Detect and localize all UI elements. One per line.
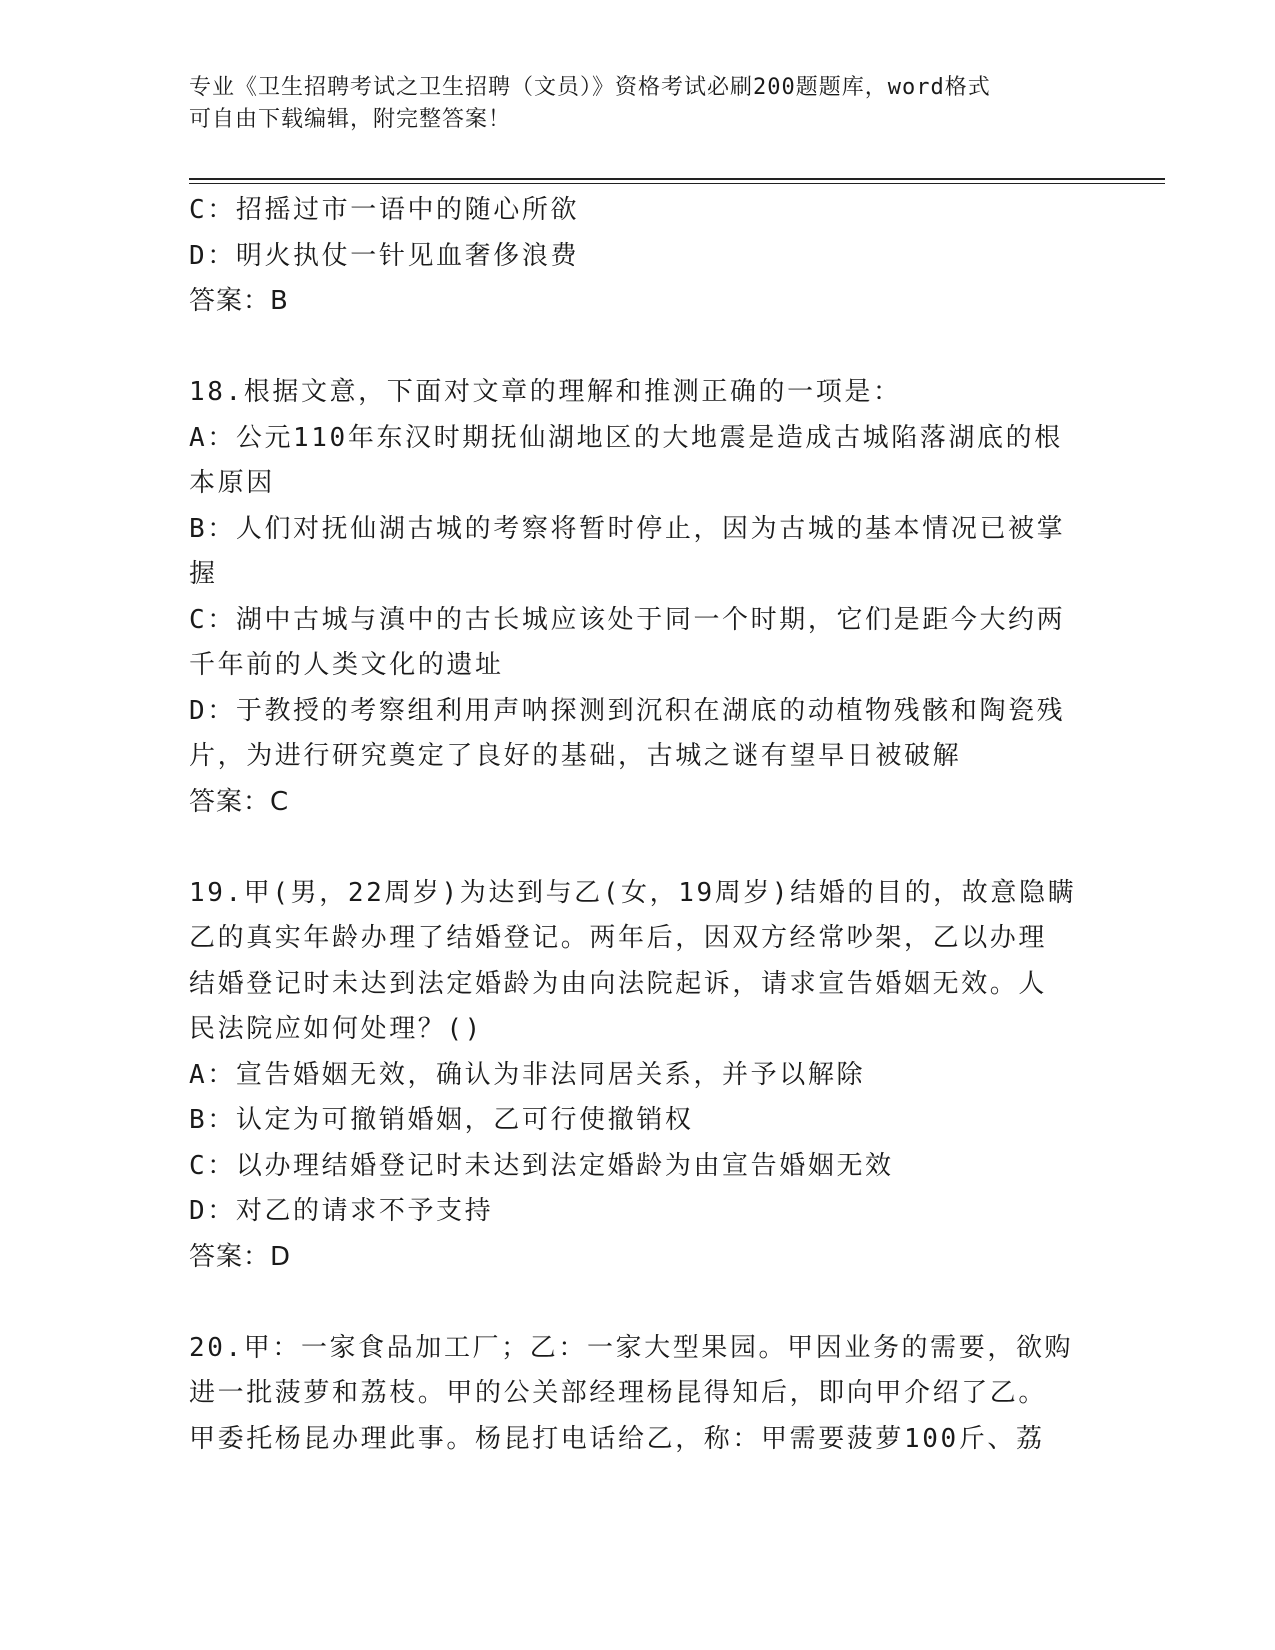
option-c: C：招摇过市一语中的随心所欲: [189, 195, 580, 225]
option-a: A：宣告婚姻无效，确认为非法同居关系，并予以解除: [189, 1059, 866, 1090]
option-d-line-1: D：于教授的考察组利用声呐探测到沉积在湖底的动植物残骸和陶瓷残: [189, 695, 1066, 726]
question-spacer: [189, 1280, 1089, 1326]
question-20: [189, 1326, 1089, 1463]
option-b-line-1: B：人们对抚仙湖古城的考察将暂时停止，因为古城的基本情况已被掌: [189, 513, 1066, 544]
question-18: [189, 370, 1089, 825]
question-stem-line-3: 结婚登记时未达到法定婚龄为由向法院起诉，请求宣告婚姻无效。人: [189, 968, 1048, 999]
question-17-fragment: [189, 188, 1089, 325]
header-title-line-2: 可自由下载编辑，附完整答案！: [189, 107, 512, 132]
option-d: D：对乙的请求不予支持: [189, 1196, 494, 1226]
question-spacer: [189, 825, 1089, 871]
header-rule-thick: [189, 178, 1165, 180]
document-header: [189, 72, 1069, 136]
question-19: [189, 871, 1089, 1281]
option-c: C：以办理结婚登记时未达到法定婚龄为由宣告婚姻无效: [189, 1150, 894, 1181]
option-d: D：明火执仗一针见血奢侈浪费: [189, 240, 580, 271]
option-a-line-1: A：公元110年东汉时期抚仙湖地区的大地震是造成古城陷落湖底的根: [189, 422, 1063, 453]
option-c-line-1: C：湖中古城与滇中的古长城应该处于同一个时期，它们是距今大约两: [189, 604, 1066, 635]
document-body: [189, 188, 1089, 1462]
header-rule-thin: [189, 183, 1165, 184]
option-d-line-2: 片，为进行研究奠定了良好的基础，古城之谜有望早日被破解: [189, 741, 962, 771]
answer-line: 答案：C: [189, 786, 290, 817]
option-b-line-2: 握: [189, 559, 218, 589]
question-stem-line-3: 甲委托杨昆办理此事。杨昆打电话给乙，称：甲需要菠萝100斤、荔: [189, 1423, 1045, 1454]
answer-line: 答案：D: [189, 1241, 292, 1272]
question-spacer: [189, 325, 1089, 371]
question-stem-line-4: 民法院应如何处理？(): [189, 1014, 483, 1044]
question-stem-line-2: 乙的真实年龄办理了结婚登记。两年后，因双方经常吵架，乙以办理: [189, 923, 1048, 953]
question-stem-line-1: 20.甲：一家食品加工厂；乙：一家大型果园。甲因业务的需要，欲购: [189, 1332, 1074, 1363]
option-a-line-2: 本原因: [189, 468, 275, 498]
header-title-line-1: 专业《卫生招聘考试之卫生招聘（文员）》资格考试必刷200题题库，word格式: [189, 75, 991, 100]
question-stem: 18.根据文意，下面对文章的理解和推测正确的一项是：: [189, 377, 902, 407]
answer-line: 答案：B: [189, 286, 289, 316]
question-stem-line-1: 19.甲(男，22周岁)为达到与乙(女，19周岁)结婚的目的，故意隐瞒: [189, 877, 1077, 908]
question-stem-line-2: 进一批菠萝和荔枝。甲的公关部经理杨昆得知后，即向甲介绍了乙。: [189, 1378, 1048, 1408]
option-c-line-2: 千年前的人类文化的遗址: [189, 650, 504, 680]
option-b: B：认定为可撤销婚姻，乙可行使撤销权: [189, 1105, 694, 1135]
